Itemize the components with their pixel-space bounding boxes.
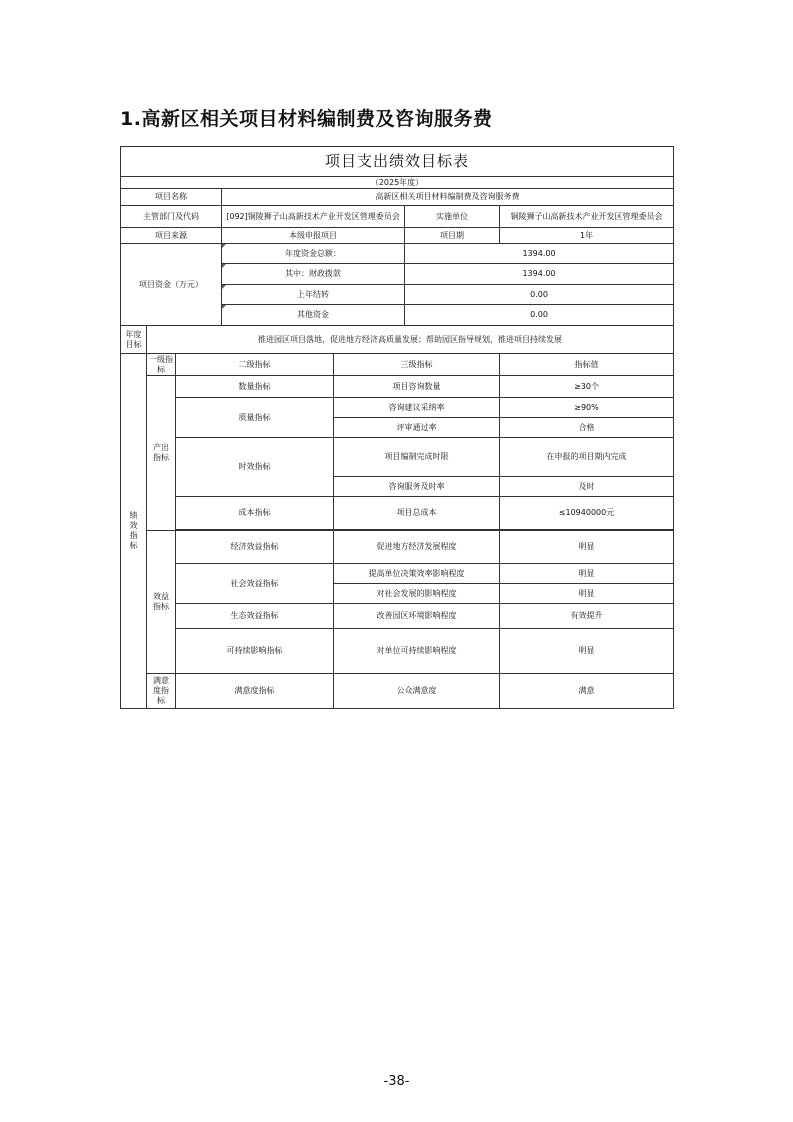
eco-label: 生态效益指标 <box>176 604 334 629</box>
header-value: 指标值 <box>500 354 674 376</box>
funds-label: 项目资金（万元） <box>121 244 222 326</box>
indicator-value: 合格 <box>500 418 674 438</box>
fund-value: 1394.00 <box>405 244 674 264</box>
fund-value: 0.00 <box>405 285 674 305</box>
annual-goal-label: 年度目标 <box>121 326 147 354</box>
cost-label: 成本指标 <box>176 497 334 530</box>
benefit-label: 效益指标 <box>147 531 176 674</box>
indicator-value: ≥90% <box>500 398 674 418</box>
dept-value: [092]铜陵狮子山高新技术产业开发区管理委员会 <box>222 206 405 228</box>
source-value: 本级申报项目 <box>222 228 405 244</box>
perf-indicator-label: 绩效指标 <box>121 354 147 709</box>
source-label: 项目来源 <box>121 228 222 244</box>
page-number: -38- <box>383 1074 410 1089</box>
dept-label: 主管部门及代码 <box>121 206 222 228</box>
indicator-value: 明显 <box>500 531 674 564</box>
impl-value: 铜陵狮子山高新技术产业开发区管理委员会 <box>500 206 674 228</box>
indicator-value: 明显 <box>500 564 674 584</box>
period-value: 1年 <box>500 228 674 244</box>
period-label: 项目期 <box>405 228 500 244</box>
satisfaction-label: 满意度指标 <box>147 674 176 709</box>
project-name-value: 高新区相关项目材料编制费及咨询服务费 <box>222 189 674 206</box>
fund-value: 1394.00 <box>405 264 674 285</box>
table-title: 项目支出绩效目标表 <box>121 147 674 177</box>
fund-label: 其中：财政拨款 <box>222 264 405 285</box>
indicator-name: 改善园区环境影响程度 <box>334 604 500 629</box>
fund-label: 上年结转 <box>222 285 405 305</box>
indicator-name: 促进地方经济发展程度 <box>334 531 500 564</box>
fund-value: 0.00 <box>405 305 674 326</box>
indicator-name: 咨询建议采纳率 <box>334 398 500 418</box>
indicator-name: 对单位可持续影响程度 <box>334 629 500 674</box>
table-year: （2025年度） <box>121 177 674 189</box>
indicator-name: 咨询服务及时率 <box>334 477 500 497</box>
sustain-label: 可持续影响指标 <box>176 629 334 674</box>
indicator-value: 明显 <box>500 629 674 674</box>
fund-label: 其他资金 <box>222 305 405 326</box>
indicator-value: 有效提升 <box>500 604 674 629</box>
indicator-name: 公众满意度 <box>334 674 500 709</box>
time-label: 时效指标 <box>176 438 334 497</box>
indicator-value: ≤10940000元 <box>500 497 674 530</box>
indicator-name: 评审通过率 <box>334 418 500 438</box>
project-name-label: 项目名称 <box>121 189 222 206</box>
header-level3: 三级指标 <box>334 354 500 376</box>
performance-target-table <box>120 146 674 709</box>
header-level2: 二级指标 <box>176 354 334 376</box>
indicator-name: 项目咨询数量 <box>334 376 500 398</box>
quality-label: 质量指标 <box>176 398 334 438</box>
indicator-name: 项目编制完成时限 <box>334 438 500 477</box>
indicator-name: 对社会发展的影响程度 <box>334 584 500 604</box>
satisfaction-sub-label: 满意度指标 <box>176 674 334 709</box>
indicator-value: 及时 <box>500 477 674 497</box>
annual-goal-value: 推进园区项目落地，促进地方经济高质量发展；帮助园区指导规划，推进项目持续发展 <box>147 326 674 354</box>
indicator-value: 明显 <box>500 584 674 604</box>
indicator-value: ≥30个 <box>500 376 674 398</box>
social-label: 社会效益指标 <box>176 564 334 604</box>
indicator-value: 满意 <box>500 674 674 709</box>
section-heading: 1.高新区相关项目材料编制费及咨询服务费 <box>120 108 493 130</box>
indicator-value: 在申报的项目期内完成 <box>500 438 674 477</box>
indicator-name: 项目总成本 <box>334 497 500 530</box>
header-level1: 一级指标 <box>147 354 176 376</box>
output-label: 产出指标 <box>147 376 176 531</box>
indicator-name: 提高单位决策效率影响程度 <box>334 564 500 584</box>
quantity-label: 数量指标 <box>176 376 334 398</box>
impl-label: 实施单位 <box>405 206 500 228</box>
economic-label: 经济效益指标 <box>176 531 334 564</box>
fund-label: 年度资金总额： <box>222 244 405 264</box>
